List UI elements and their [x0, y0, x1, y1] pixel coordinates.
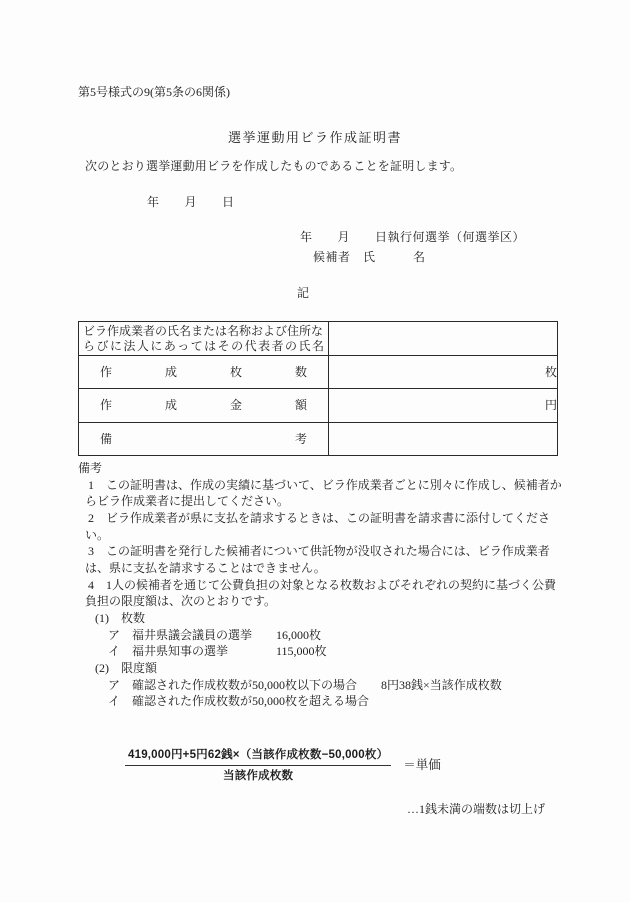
maker-name-label-line1: ビラ作成業者の氏名または名称および住所な	[83, 323, 324, 338]
remarks-value-cell	[329, 423, 558, 456]
note-line: イ 確認された作成枚数が50,000枚を超える場合	[108, 694, 370, 709]
note-line: らビラ作成業者に提出してください。	[85, 494, 290, 509]
maker-name-value-cell	[329, 322, 558, 356]
sheet-count-label-char: 作	[100, 364, 113, 379]
remarks-label-cell	[79, 423, 329, 456]
note-line: 1 この証明書は、作成の実績に基づいて、ビラ作成業者ごとに別々に作成し、候補者か	[88, 477, 562, 492]
table-row-maker-name	[79, 322, 558, 356]
amount-label-char: 作	[100, 398, 113, 412]
sheet-count-value-cell: 枚	[329, 356, 558, 389]
election-name-line: 年 月 日執行何選挙（何選挙区）	[300, 230, 526, 244]
note-line: 負担の限度額は、次のとおりです。	[85, 594, 277, 609]
note-line: 2 ビラ作成業者が県に支払を請求するときは、この証明書を請求書に添付してくださ	[88, 510, 551, 525]
form-number: 第5号様式の9(第5条の6関係)	[78, 85, 230, 99]
table-row-sheet-count	[79, 356, 558, 389]
note-line: い。	[85, 527, 110, 542]
certificate-table	[78, 321, 558, 456]
amount-value-cell: 円	[329, 389, 558, 423]
note-line: ア 福井県議会議員の選挙 16,000枚	[108, 627, 322, 642]
note-line: (2) 限度額	[95, 660, 157, 675]
table-row-amount	[79, 389, 558, 423]
amount-label-char: 額	[294, 398, 307, 412]
note-line: ア 確認された作成枚数が50,000枚以下の場合 8円38銭×当該作成枚数	[108, 677, 502, 692]
notes-heading: 備考	[78, 461, 103, 475]
ki-mark: 記	[297, 286, 310, 300]
formula-equals-unit-price: ＝単価	[403, 758, 441, 773]
maker-name-label-line2: らびに法人にあってはその代表者の氏名	[83, 338, 324, 353]
remarks-label-char: 備	[100, 431, 113, 446]
formula-fraction	[125, 748, 391, 784]
amount-label-char: 成	[164, 398, 177, 412]
note-line: 4 1人の候補者を通じて公費負担の対象となる枚数およびそれぞれの契約に基づく公費	[88, 577, 557, 592]
sheet-count-label-char: 枚	[229, 364, 242, 379]
maker-name-label-cell	[79, 322, 329, 356]
notes-section	[78, 460, 578, 710]
note-line: 3 この証明書を発行した候補者について供託物が没収された場合には、ビラ作成業者	[88, 544, 550, 559]
intro-sentence: 次のとおり選挙運動用ビラを作成したものであることを証明します。	[85, 159, 463, 173]
amount-label-cell	[79, 389, 329, 423]
amount-label-char: 金	[229, 398, 242, 412]
page-title: 選挙運動用ビラ作成証明書	[227, 130, 402, 145]
rounding-note: …1銭未満の端数は切上げ	[406, 802, 545, 816]
unit-price-formula	[125, 748, 441, 784]
remarks-label-char: 考	[294, 431, 307, 446]
sheet-count-label-char: 成	[164, 364, 177, 379]
formula-numerator: 419,000円+5円62銭×（当該作成枚数−50,000枚）	[125, 748, 391, 766]
table-row-remarks	[79, 423, 558, 456]
note-line: (1) 枚数	[95, 610, 145, 625]
issue-date-line: 年 月 日	[147, 195, 235, 209]
candidate-name-line: 候補者 氏 名	[313, 250, 426, 264]
sheet-count-label-cell	[79, 356, 329, 389]
sheet-count-label-char: 数	[294, 364, 307, 379]
note-line: イ 福井県知事の選挙 115,000枚	[108, 644, 327, 659]
note-line: は、県に支払を請求することはできません。	[85, 560, 326, 575]
formula-denominator: 当該作成枚数	[223, 770, 294, 783]
